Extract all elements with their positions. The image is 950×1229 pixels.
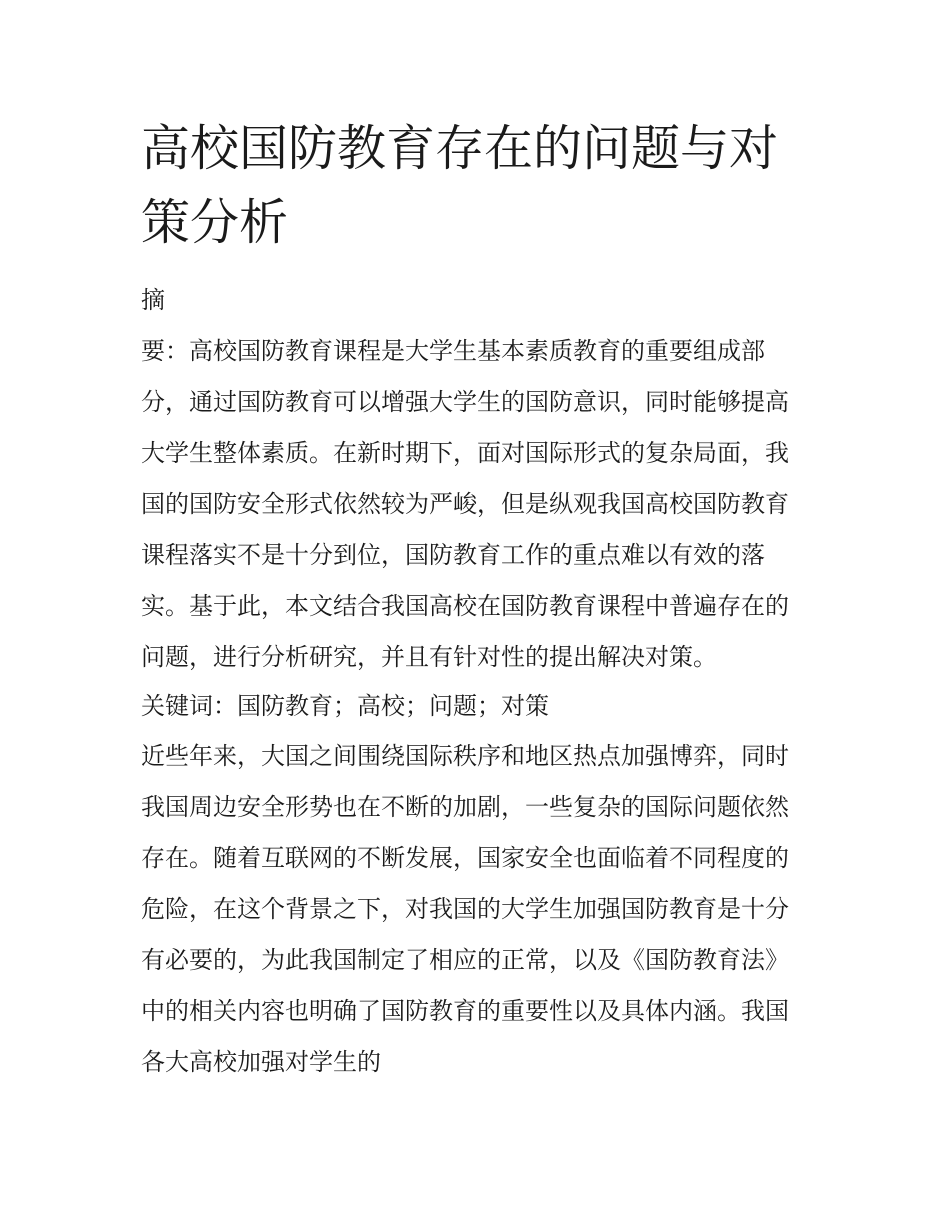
abstract-line: 实。基于此，本文结合我国高校在国防教育课程中普遍存在的: [141, 592, 789, 620]
body-line: 存在。随着互联网的不断发展，国家安全也面临着不同程度的: [141, 844, 789, 872]
abstract-line: 分，通过国防教育可以增强大学生的国防意识，同时能够提高: [141, 388, 789, 416]
abstract-label-line: 摘: [141, 286, 165, 314]
abstract-line: 课程落实不是十分到位，国防教育工作的重点难以有效的落: [141, 541, 765, 569]
body-line: 近些年来，大国之间围绕国际秩序和地区热点加强博弈，同时: [141, 742, 789, 770]
keywords-line: 关键词：国防教育；高校；问题；对策: [141, 692, 549, 720]
abstract-line: 问题，进行分析研究，并且有针对性的提出解决对策。: [141, 643, 717, 671]
body-line: 危险，在这个背景之下，对我国的大学生加强国防教育是十分: [141, 895, 789, 923]
body-line: 中的相关内容也明确了国防教育的重要性以及具体内涵。我国: [141, 997, 789, 1025]
abstract-line: 国的国防安全形式依然较为严峻，但是纵观我国高校国防教育: [141, 490, 789, 518]
abstract-line: 要：高校国防教育课程是大学生基本素质教育的重要组成部: [141, 337, 765, 365]
body-line: 有必要的，为此我国制定了相应的正常，以及《国防教育法》: [141, 946, 789, 974]
title-line: 策分析: [141, 194, 289, 251]
body-line: 各大高校加强对学生的: [141, 1048, 381, 1076]
document-title: [141, 112, 821, 260]
body-line: 我国周边安全形势也在不断的加剧，一些复杂的国际问题依然: [141, 793, 789, 821]
title-line: 高校国防教育存在的问题与对: [141, 120, 779, 177]
abstract-line: 大学生整体素质。在新时期下，面对国际形式的复杂局面，我: [141, 439, 789, 467]
